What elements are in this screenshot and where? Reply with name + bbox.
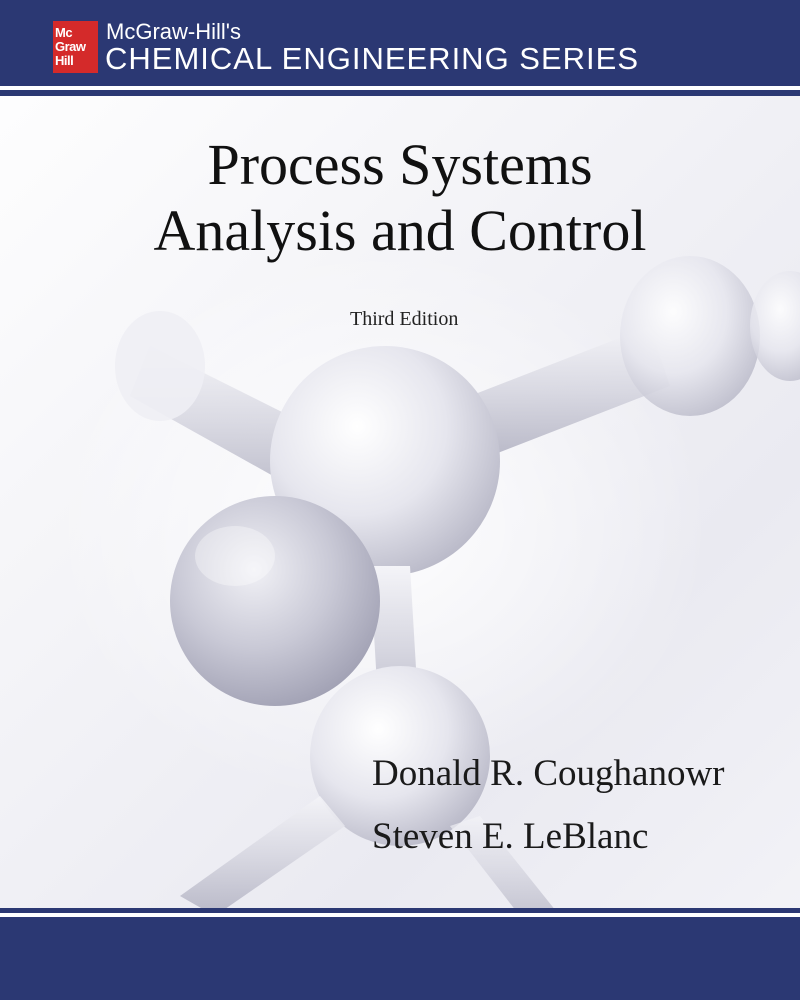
atom-front (170, 496, 380, 706)
logo-line-1: Mc (55, 25, 73, 40)
bond-lower-left (180, 796, 345, 916)
top-band-stripe (0, 90, 800, 96)
bottom-band (0, 917, 800, 1000)
author-2: Steven E. LeBlanc (372, 816, 649, 857)
series-publisher: McGraw-Hill's (106, 19, 241, 44)
edition-label: Third Edition (350, 308, 459, 330)
title-line-2: Analysis and Control (153, 198, 647, 263)
mcgraw-hill-logo (53, 21, 98, 73)
book-title (0, 132, 800, 264)
author-1: Donald R. Coughanowr (372, 753, 725, 794)
atom-far-right (750, 271, 800, 381)
series-name: CHEMICAL ENGINEERING SERIES (105, 41, 640, 76)
logo-line-2: Graw (55, 39, 86, 54)
logo-line-3: Hill (55, 53, 74, 68)
title-line-1: Process Systems (207, 132, 593, 197)
